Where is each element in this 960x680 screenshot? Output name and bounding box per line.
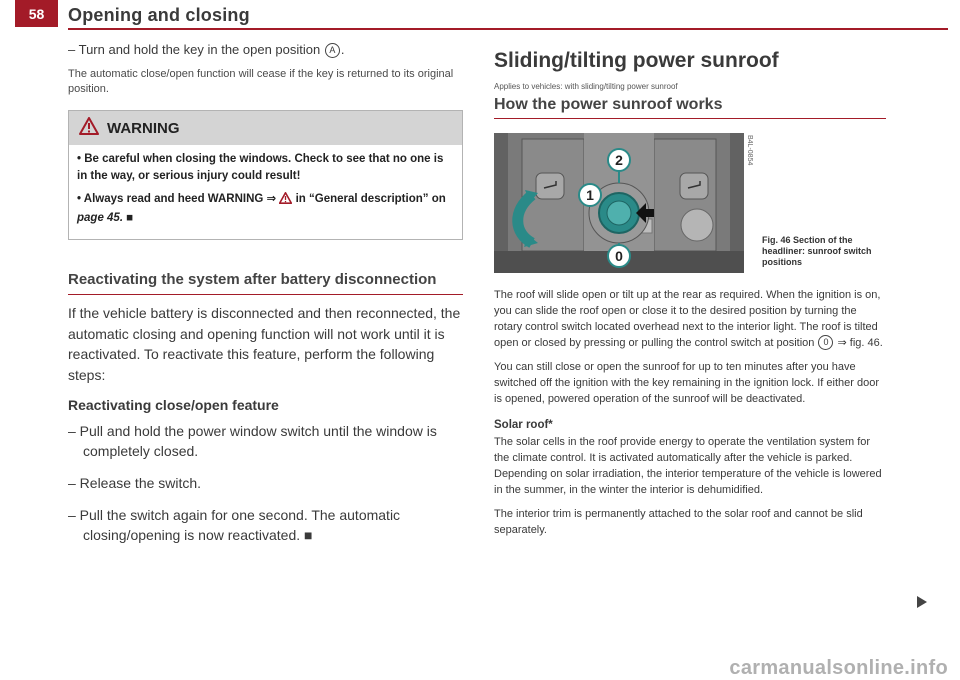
continue-arrow-icon[interactable] bbox=[917, 596, 927, 608]
warning-box bbox=[68, 110, 463, 240]
sunroof-para-1: The roof will slide open or tilt up at the rear as required. When the ignition is on, you can slide the roof open or close it to the desired position by turning the rotary control switch located overhead next to the interior light. The roof is tilted open or closed by pressing or pulling the control switch at position 0 ⇒ fig. 46. bbox=[494, 289, 883, 349]
reactivate-step-2: – Release the switch. bbox=[68, 475, 202, 491]
figure-code: B4L-0854 bbox=[746, 135, 753, 166]
position-0-marker: 0 bbox=[818, 335, 833, 350]
figure-label-2: 2 bbox=[615, 152, 623, 168]
sunroof-para-2: You can still close or open the sunroof for up to ten minutes after you have switched off the ignition with the key remaining in the ignition lock. If either door is opened, powered operation of the sunroof will be deactivated. bbox=[494, 361, 880, 405]
auto-function-note: The automatic close/open function will cease if the key is returned to its original position. bbox=[68, 68, 454, 95]
solar-roof-para: The solar cells in the roof provide energy to operate the ventilation system for the climate control. It is activated automatically after the vehicle is parked. Depending on solar irradiation, the interior temperature of the vehicle is lowered in the summer, in the winter the interior is dehumidified. bbox=[494, 436, 882, 496]
warning-item-windows: • Be careful when closing the windows. Check to see that no one is in the way, or serious injury could result! bbox=[77, 153, 444, 182]
sunroof-switch-illustration bbox=[494, 133, 744, 273]
left-column bbox=[68, 40, 463, 557]
warning-triangle-icon bbox=[79, 117, 99, 139]
watermark: carmanualsonline.info bbox=[729, 657, 948, 679]
sunroof-subheading: How the power sunroof works bbox=[494, 96, 886, 119]
page-number: 58 bbox=[15, 0, 58, 27]
warning-triangle-inline-icon bbox=[279, 192, 292, 210]
warning-body bbox=[69, 145, 462, 239]
position-a-marker: A bbox=[325, 43, 340, 58]
reactivate-step-1: – Pull and hold the power window switch until the window is completely closed. bbox=[68, 423, 437, 459]
section-title: Opening and closing bbox=[68, 5, 250, 25]
reactivate-step-3: – Pull the switch again for one second. The automatic closing/opening is now reactivated. ■ bbox=[68, 507, 401, 543]
interior-trim-para: The interior trim is permanently attached to the solar roof and cannot be slid separately. bbox=[494, 508, 863, 536]
reactivate-heading: Reactivating the system after battery disconnection bbox=[68, 270, 463, 295]
header-rule bbox=[68, 28, 948, 30]
figure-label-0: 0 bbox=[615, 248, 623, 264]
figure-label-1: 1 bbox=[586, 187, 594, 203]
figure-caption: Fig. 46 Section of the headliner: sunroof switch positions bbox=[762, 235, 872, 267]
solar-roof-heading: Solar roof* bbox=[494, 419, 553, 431]
warning-header bbox=[69, 111, 462, 145]
reactivate-body: If the vehicle battery is disconnected and then reconnected, the automatic closing and opening function will not work until it is reactivated. To reactivate this feature, perform the following steps: bbox=[68, 305, 461, 383]
right-column bbox=[494, 48, 886, 546]
warning-item-general: • Always read and heed WARNING ⇒ in “General description” on page 45. ■ bbox=[77, 193, 446, 224]
page-reference[interactable]: page 45. bbox=[77, 212, 124, 224]
figure-46 bbox=[494, 133, 886, 273]
sunroof-title: Sliding/tilting power sunroof bbox=[494, 49, 779, 72]
applies-to-note: Applies to vehicles: with sliding/tilting power sunroof bbox=[494, 82, 678, 91]
step-open-key: – Turn and hold the key in the open position A . bbox=[68, 42, 345, 57]
warning-title: WARNING bbox=[107, 119, 180, 137]
reactivate-subheading: Reactivating close/open feature bbox=[68, 397, 279, 413]
